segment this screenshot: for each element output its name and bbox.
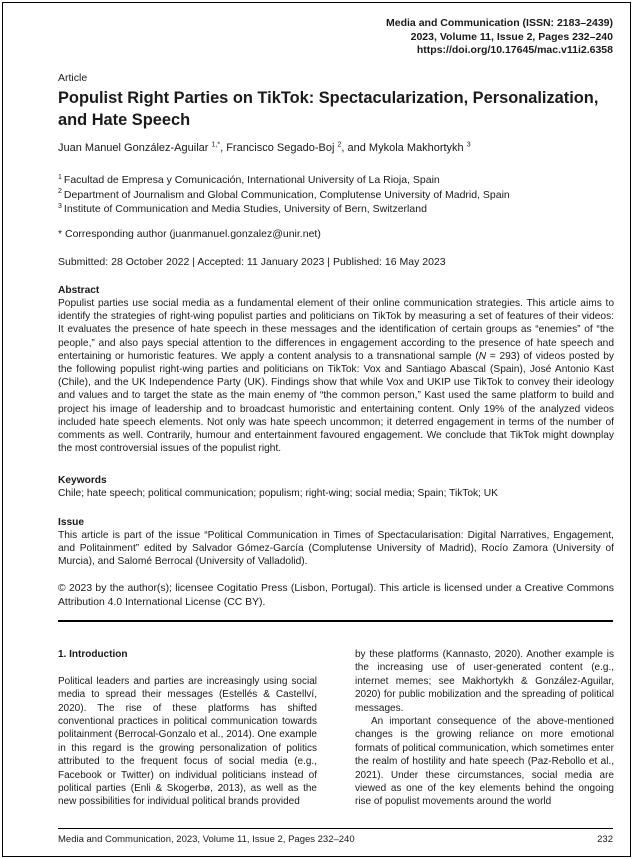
doi-link[interactable]: https://doi.org/10.17645/mac.v11i2.6358	[416, 44, 613, 56]
author-name: Mykola Makhortykh	[368, 142, 464, 154]
abstract-section	[58, 284, 614, 455]
author-affiliation-mark: 2	[337, 141, 342, 149]
journal-name: Media and Communication (ISSN: 2183–2439)	[386, 17, 613, 29]
article-type: Article	[58, 72, 88, 84]
page-number: 232	[597, 834, 613, 845]
issue-text: This article is part of the issue “Political Communication in Times of Spectacularisation: Digital Narratives, Engagement, and Politainment” edited by Salvador Gómez-García (Complutense University of Madrid), Rocío Zamora (University of Murcia), and Salomé Berrocal (University of Valladolid).	[58, 530, 614, 568]
affiliations	[58, 173, 510, 217]
journal-header	[386, 17, 613, 58]
keywords-text: Chile; hate speech; political communication; populism; right-wing; social media; Spain; TikTok; UK	[58, 488, 498, 499]
page-border-top	[2, 2, 631, 3]
keywords-section	[58, 474, 614, 500]
author-affiliation-mark: 1,*	[211, 141, 221, 149]
issue-section	[58, 516, 614, 569]
page-border-left	[2, 2, 3, 857]
affiliation-item: $^2$ Department of Journalism and Global Communication, Complutense University of Madrid, Spain	[58, 188, 510, 201]
footer-divider	[58, 828, 613, 829]
body-paragraph: Political leaders and parties are increasingly using social media to spread their messages (Estellés & Castellví, 2020). The rise of these platforms has shifted conventional practices in political communication towards politainment (Berrocal-Gonzalo et al., 2014). One example in this regard is the growing personalization of politics attributed to the frequent focus of social media (e.g., Facebook or Twitter) on individual politicians instead of political parties (Enli & Skogerbø, 2013), as well as the new possibilities for individual political brands provided	[58, 675, 317, 808]
body-paragraph: by these platforms (Kannasto, 2020). Another example is the increasing use of user-generated content (e.g., internet memes; see Makhortykh & González-Aguilar, 2020) for public mobilization and the spreading of political messages.	[355, 649, 614, 714]
issue-heading: Issue	[58, 517, 85, 528]
body-column-left	[58, 648, 317, 809]
license-section	[58, 582, 614, 609]
keywords-heading: Keywords	[58, 475, 107, 486]
abstract-text: Populist parties use social media as a fundamental element of their online communication strategies. This article aims to identify the strategies of right-wing populist parties and politicians on TikTok by measuring a set of features of their videos: It evaluates the presence of hate speech in these messages and the identification of certain groups as “enemies” of “the people,” and also pays special attention to the differences in engagement according to the presence of hate speech and entertaining or humoristic features. We apply a content analysis to a transnational sample (N = 293) of videos posted by the following populist right-wing parties and politicians on TikTok: Vox and Santiago Abascal (Spain), José Antonio Kast (Chile), and the UK Independence Party (UK). Findings show that while Vox and UKIP use TikTok to convey their ideology and values and to target the state as the main enemy of “the common person,” Kast used the same platform to build and project his image of leadership and to broadcast humoristic and entertaining content. Only 19% of the analyzed videos included hate speech elements. Not only was hate speech uncommon; it deterred engagement in terms of the number of comments as well. Contrarily, humour and entertainment favoured engagement. We conclude that TikTok might downplay the most controversial issues of the populist right.	[58, 298, 614, 455]
author-name: Francisco Segado-Boj	[226, 142, 335, 154]
publication-dates: Submitted: 28 October 2022 | Accepted: 11 January 2023 | Published: 16 May 2023	[58, 256, 446, 268]
page-border-right	[630, 2, 631, 857]
author-affiliation-mark: 3	[466, 141, 471, 149]
license-text: © 2023 by the author(s); licensee Cogitatio Press (Lisbon, Portugal). This article is licensed under a Creative Commons Attribution 4.0 International License (CC BY).	[58, 583, 614, 608]
affiliation-item: $^3$ Institute of Communication and Media Studies, University of Bern, Switzerland	[58, 202, 427, 215]
author-name: Juan Manuel González-Aguilar	[58, 142, 209, 154]
section-divider	[58, 620, 613, 622]
body-paragraph: An important consequence of the above-mentioned changes is the growing reliance on more emotional formats of political communication, which sometimes enter the realm of hostility and hate speech (Paz-Rebollo et al., 2021). Under these circumstances, social media are viewed as one of the key elements behind the ongoing rise of populist movements around the world	[355, 716, 614, 808]
corresponding-author[interactable]: * Corresponding author (juanmanuel.gonzalez@unir.net)	[58, 228, 321, 240]
author-list: Juan Manuel González-Aguilar $^{1,*}$, Francisco Segado-Boj $^2$, and Mykola Makhortykh $^3$	[58, 141, 471, 154]
abstract-heading: Abstract	[58, 285, 100, 296]
journal-volume: 2023, Volume 11, Issue 2, Pages 232–240	[410, 30, 613, 43]
article-title: Populist Right Parties on TikTok: Spectacularization, Personalization, and Hate Speech	[58, 89, 599, 129]
page-border-bottom	[2, 856, 631, 857]
affiliation-item: $^1$ Facultad de Empresa y Comunicación, International University of La Rioja, Spain	[58, 173, 440, 186]
footer-citation: Media and Communication, 2023, Volume 11, Issue 2, Pages 232–240	[58, 834, 355, 845]
introduction-heading: 1. Introduction	[58, 649, 128, 660]
body-column-right	[355, 648, 614, 809]
